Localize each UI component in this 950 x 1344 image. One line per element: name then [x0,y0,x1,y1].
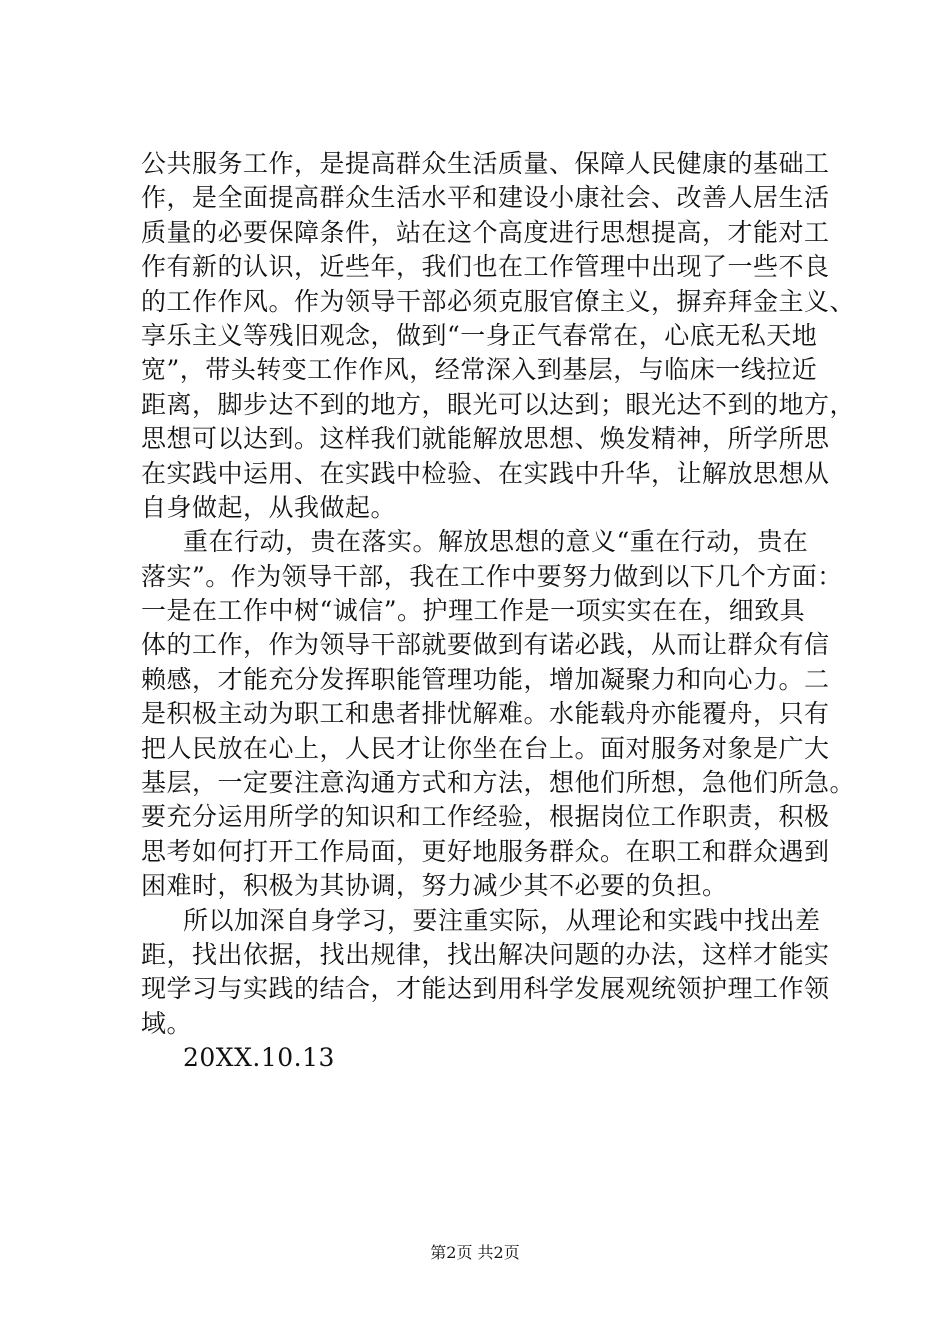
text-line: 宽”，带头转变工作作风，经常深入到基层，与临床一线拉近 [141,355,818,385]
text-line: 体的工作，作为领导干部就要做到有诺必践，从而让群众有信 [141,630,830,660]
text-line: 基层，一定要注意沟通方式和方法，想他们所想，急他们所急。 [141,768,856,798]
text-line: 赖感，才能充分发挥职能管理功能，增加凝聚力和向心力。二 [141,664,830,694]
text-line: 一是在工作中树“诚信”。护理工作是一项实实在在，细致具 [141,596,806,626]
text-line: 距离，脚步达不到的地方，眼光可以达到；眼光达不到的地方， [141,389,856,419]
text-line: 作有新的认识，近些年，我们也在工作管理中出现了一些不良 [141,252,830,282]
text-line: 思想可以达到。这样我们就能解放思想、焕发精神，所学所思 [141,424,830,454]
document-body [141,147,856,1076]
text-line: 享乐主义等残旧观念，做到“一身正气春常在，心底无私天地 [141,320,818,350]
paragraph-start-line: 所以加深自身学习，要注重实际，从理论和实践中找出差 [183,905,821,935]
text-line: 是积极主动为职工和患者排忧解难。水能载舟亦能覆舟，只有 [141,699,830,729]
text-line: 落实”。作为领导干部，我在工作中要努力做到以下几个方面： [141,561,843,591]
text-line: 思考如何打开工作局面，更好地服务群众。在职工和群众遇到 [141,836,830,866]
text-line: 的工作作风。作为领导干部必须克服官僚主义，摒弃拜金主义、 [141,286,856,316]
text-line: 困难时，积极为其协调，努力减少其不必要的负担。 [141,871,728,901]
text-line: 距，找出依据，找出规律，找出解决问题的办法，这样才能实 [141,939,830,969]
date-line: 20XX.10.13 [183,1043,335,1073]
text-line: 公共服务工作，是提高群众生活质量、保障人民健康的基础工 [141,149,830,178]
text-line: 要充分运用所学的知识和工作经验，根据岗位工作职责，积极 [141,802,830,832]
paragraph-start-line: 重在行动，贵在落实。解放思想的意义“重在行动，贵在 [183,527,809,557]
text-line: 在实践中运用、在实践中检验、在实践中升华，让解放思想从 [141,458,830,488]
text-line: 域。 [141,1008,193,1038]
text-line: 质量的必要保障条件，站在这个高度进行思想提高，才能对工 [141,217,830,247]
text-line: 现学习与实践的结合，才能达到用科学发展观统领护理工作领 [141,974,830,1004]
text-line: 把人民放在心上，人民才让你坐在台上。面对服务对象是广大 [141,733,830,763]
page-footer: 第2页 共2页 [430,1243,520,1262]
text-line: 作，是全面提高群众生活水平和建设小康社会、改善人居生活 [141,183,830,213]
text-line: 自身做起，从我做起。 [141,492,397,522]
